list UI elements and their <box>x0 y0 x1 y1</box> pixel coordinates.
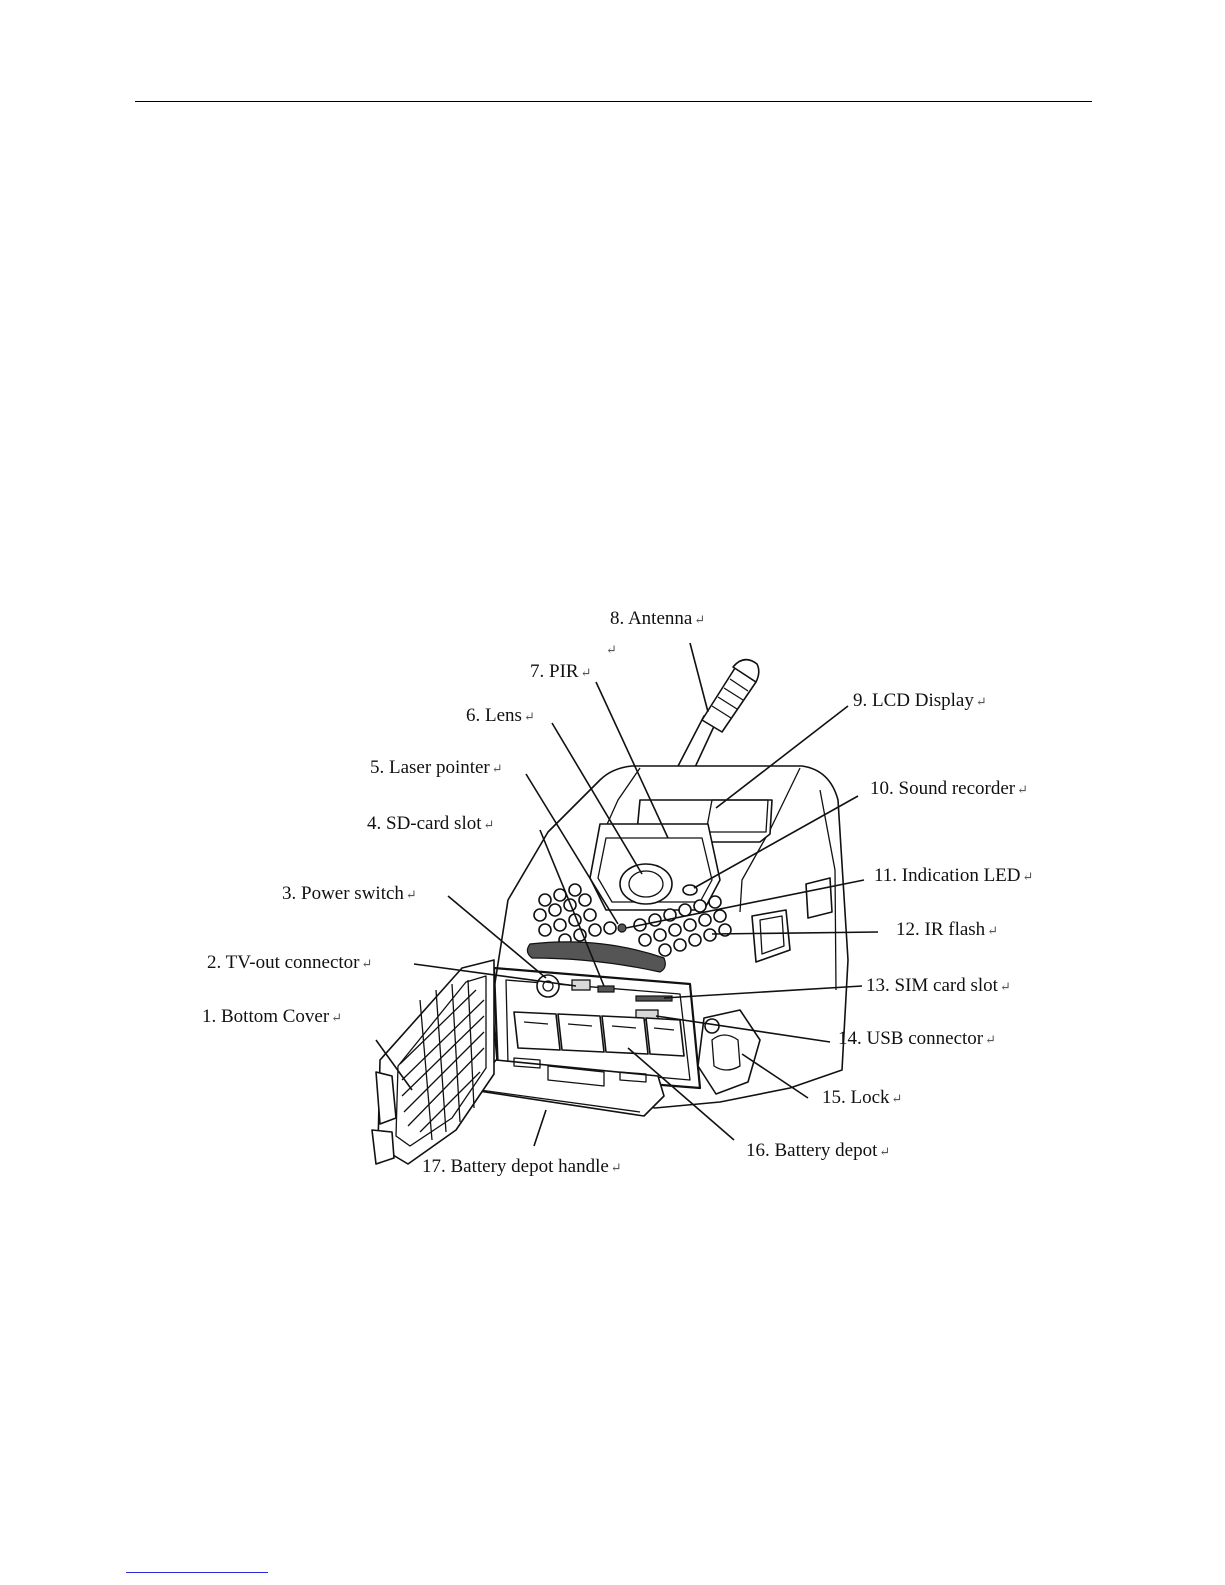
label-pir: 7. PIR ↵ <box>530 661 592 682</box>
label-battery-depot: 16. Battery depot ↵ <box>746 1140 891 1161</box>
sound-recorder-icon <box>683 885 697 895</box>
label-usb-connector: 14. USB connector ↵ <box>838 1028 997 1049</box>
footer-link-underline <box>126 1572 268 1573</box>
label-sd-card-slot: 4. SD-card slot ↵ <box>367 813 495 834</box>
bottom-cover-icon <box>372 960 494 1164</box>
label-laser-pointer: 5. Laser pointer ↵ <box>370 757 503 778</box>
sd-card-slot-icon <box>598 986 614 992</box>
label-antenna: 8. Antenna ↵ <box>610 608 706 629</box>
label-ir-flash: 12. IR flash ↵ <box>896 919 999 940</box>
tv-out-connector-icon <box>572 980 590 990</box>
label-sim-card-slot: 13. SIM card slot ↵ <box>866 975 1011 996</box>
lens-icon <box>620 864 672 904</box>
label-battery-depot-handle: 17. Battery depot handle ↵ <box>422 1156 622 1177</box>
antenna-icon <box>676 660 759 778</box>
battery-depot-icon <box>514 1012 684 1056</box>
label-lcd-display: 9. LCD Display ↵ <box>853 690 987 711</box>
label-lock: 15. Lock ↵ <box>822 1087 903 1108</box>
label-power-switch: 3. Power switch ↵ <box>282 883 417 904</box>
label-indication-led: 11. Indication LED ↵ <box>874 865 1034 886</box>
power-switch-icon <box>537 975 559 997</box>
indication-led-icon <box>618 924 626 932</box>
label-tv-out-connector: 2. TV-out connector ↵ <box>207 952 373 973</box>
label-return-mark: ↵ <box>606 642 617 657</box>
label-sound-recorder: 10. Sound recorder ↵ <box>870 778 1029 799</box>
label-lens: 6. Lens ↵ <box>466 705 535 726</box>
label-bottom-cover: 1. Bottom Cover ↵ <box>202 1006 343 1027</box>
